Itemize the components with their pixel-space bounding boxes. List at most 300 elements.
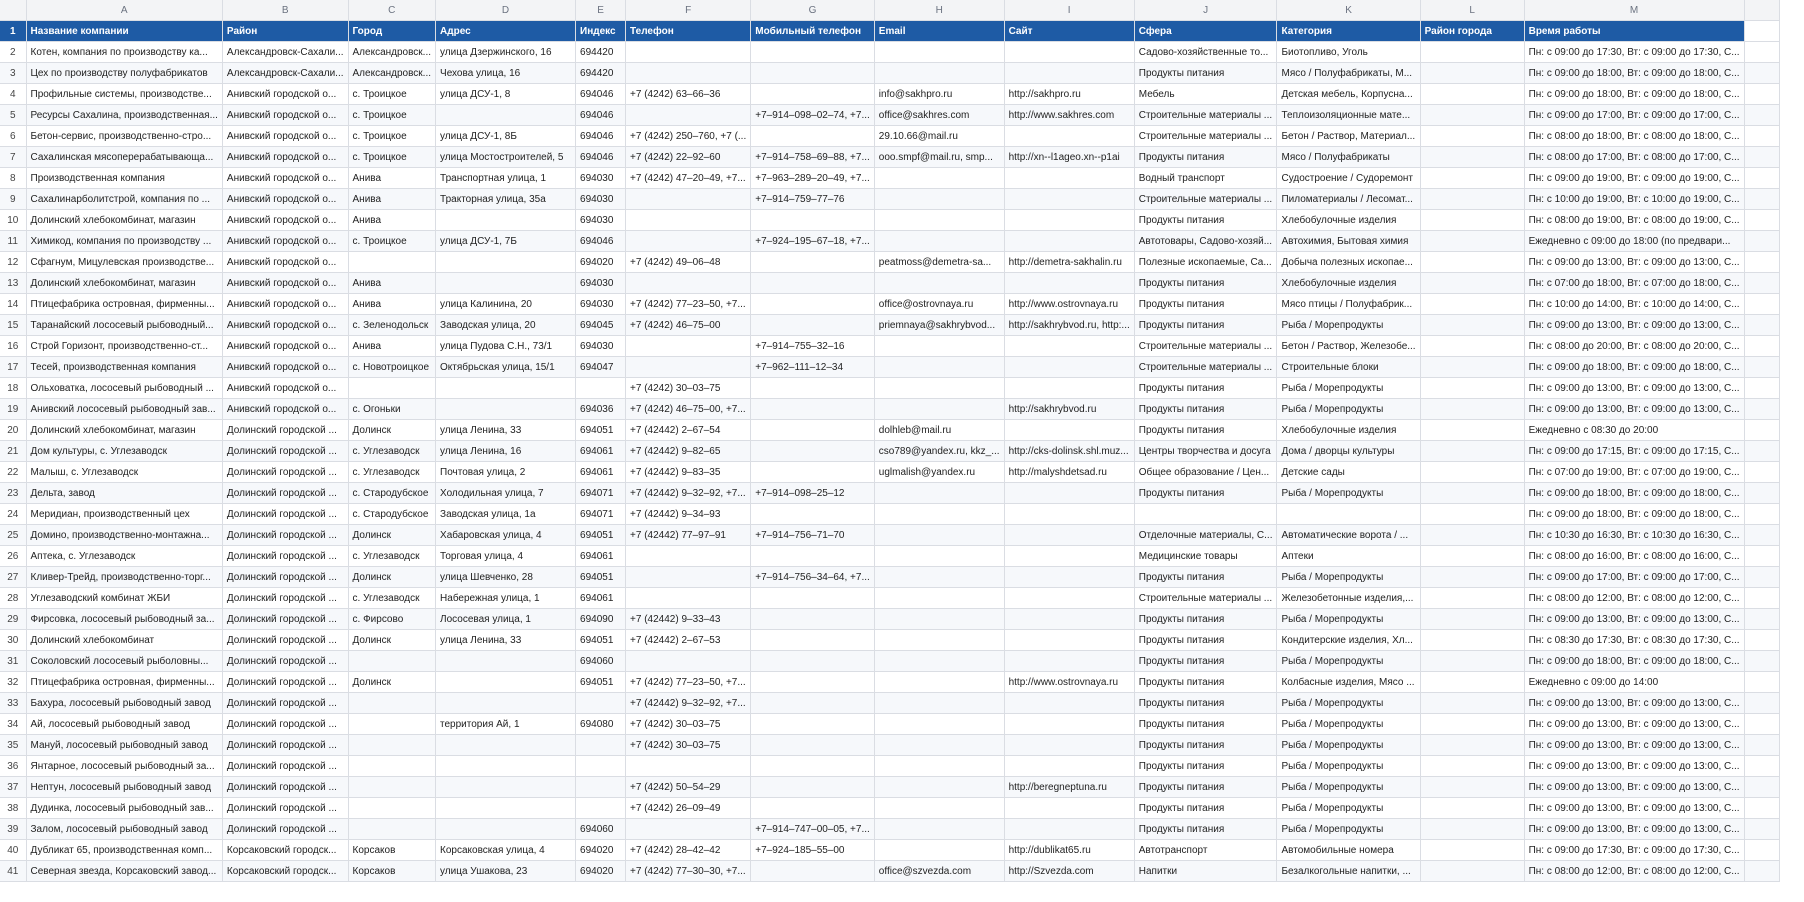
cell-a[interactable]: Углезаводский комбинат ЖБИ <box>26 588 222 609</box>
cell-m[interactable]: Пн: с 09:00 до 18:00, Вт: с 09:00 до 18:00, С... <box>1524 651 1744 672</box>
cell-d[interactable] <box>436 693 576 714</box>
cell-a[interactable]: Ольховатка, лососевый рыбоводный ... <box>26 378 222 399</box>
empty-cell[interactable] <box>1744 504 1779 525</box>
cell-m[interactable]: Пн: с 09:00 до 18:00, Вт: с 09:00 до 18:00, С... <box>1524 483 1744 504</box>
cell-d[interactable]: Торговая улица, 4 <box>436 546 576 567</box>
column-letter-e[interactable]: E <box>576 0 626 21</box>
cell-i[interactable]: http://sakhrybvod.ru, http:... <box>1004 315 1134 336</box>
row-number[interactable]: 5 <box>0 105 26 126</box>
cell-i[interactable] <box>1004 735 1134 756</box>
cell-f[interactable]: +7 (42442) 9–82–65 <box>626 441 751 462</box>
cell-c[interactable]: Анива <box>348 294 436 315</box>
cell-e[interactable] <box>576 777 626 798</box>
cell-j[interactable]: Продукты питания <box>1134 294 1277 315</box>
cell-l[interactable] <box>1420 189 1524 210</box>
cell-e[interactable]: 694030 <box>576 189 626 210</box>
cell-c[interactable]: Корсаков <box>348 840 436 861</box>
cell-j[interactable]: Продукты питания <box>1134 735 1277 756</box>
cell-e[interactable] <box>576 735 626 756</box>
cell-a[interactable]: Бетон-сервис, производственно-стро... <box>26 126 222 147</box>
cell-a[interactable]: Мануй, лососевый рыбоводный завод <box>26 735 222 756</box>
cell-l[interactable] <box>1420 567 1524 588</box>
cell-a[interactable]: Анивский лососевый рыбоводный зав... <box>26 399 222 420</box>
row-number[interactable]: 4 <box>0 84 26 105</box>
cell-e[interactable] <box>576 378 626 399</box>
cell-a[interactable]: Долинский хлебокомбинат, магазин <box>26 273 222 294</box>
cell-d[interactable] <box>436 735 576 756</box>
cell-j[interactable]: Продукты питания <box>1134 819 1277 840</box>
cell-g[interactable]: +7–914–756–71–70 <box>751 525 875 546</box>
select-all-corner[interactable] <box>0 0 26 21</box>
cell-h[interactable]: office@szvezda.com <box>874 861 1004 882</box>
cell-k[interactable]: Детская мебель, Корпусна... <box>1277 84 1420 105</box>
cell-a[interactable]: Меридиан, производственный цех <box>26 504 222 525</box>
cell-j[interactable] <box>1134 504 1277 525</box>
cell-h[interactable] <box>874 819 1004 840</box>
row-number[interactable]: 8 <box>0 168 26 189</box>
cell-e[interactable]: 694046 <box>576 84 626 105</box>
cell-d[interactable]: Набережная улица, 1 <box>436 588 576 609</box>
cell-l[interactable] <box>1420 651 1524 672</box>
cell-m[interactable]: Пн: с 08:00 до 18:00, Вт: с 08:00 до 18:00, С... <box>1524 126 1744 147</box>
cell-k[interactable]: Хлебобулочные изделия <box>1277 210 1420 231</box>
cell-f[interactable]: +7 (42442) 77–97–91 <box>626 525 751 546</box>
row-number[interactable]: 27 <box>0 567 26 588</box>
cell-m[interactable]: Пн: с 08:00 до 19:00, Вт: с 08:00 до 19:00, С... <box>1524 210 1744 231</box>
cell-l[interactable] <box>1420 315 1524 336</box>
column-letter-f[interactable]: F <box>626 0 751 21</box>
row-number[interactable]: 11 <box>0 231 26 252</box>
empty-cell[interactable] <box>1744 189 1779 210</box>
cell-l[interactable] <box>1420 861 1524 882</box>
empty-cell[interactable] <box>1744 546 1779 567</box>
cell-k[interactable]: Рыба / Морепродукты <box>1277 777 1420 798</box>
cell-k[interactable]: Рыба / Морепродукты <box>1277 693 1420 714</box>
cell-i[interactable] <box>1004 210 1134 231</box>
cell-k[interactable]: Рыба / Морепродукты <box>1277 483 1420 504</box>
row-number[interactable]: 22 <box>0 462 26 483</box>
cell-g[interactable] <box>751 861 875 882</box>
cell-d[interactable] <box>436 651 576 672</box>
cell-f[interactable] <box>626 210 751 231</box>
cell-a[interactable]: Дубликат 65, производственная комп... <box>26 840 222 861</box>
cell-k[interactable]: Рыба / Морепродукты <box>1277 798 1420 819</box>
row-number[interactable]: 15 <box>0 315 26 336</box>
row-number[interactable]: 29 <box>0 609 26 630</box>
cell-i[interactable] <box>1004 630 1134 651</box>
cell-e[interactable]: 694030 <box>576 336 626 357</box>
cell-g[interactable]: +7–914–755–32–16 <box>751 336 875 357</box>
cell-e[interactable]: 694036 <box>576 399 626 420</box>
cell-m[interactable]: Пн: с 09:00 до 13:00, Вт: с 09:00 до 13:00, С... <box>1524 378 1744 399</box>
cell-g[interactable] <box>751 630 875 651</box>
cell-j[interactable]: Продукты питания <box>1134 420 1277 441</box>
cell-k[interactable]: Дома / дворцы культуры <box>1277 441 1420 462</box>
cell-g[interactable] <box>751 504 875 525</box>
cell-a[interactable]: Котен, компания по производству ка... <box>26 42 222 63</box>
cell-j[interactable]: Продукты питания <box>1134 798 1277 819</box>
row-number[interactable]: 39 <box>0 819 26 840</box>
cell-m[interactable]: Пн: с 07:00 до 18:00, Вт: с 07:00 до 18:00, С... <box>1524 273 1744 294</box>
cell-j[interactable]: Строительные материалы ... <box>1134 588 1277 609</box>
header-cell-c[interactable]: Город <box>348 21 436 42</box>
row-number[interactable]: 34 <box>0 714 26 735</box>
cell-a[interactable]: Сахалинская мясоперерабатывающа... <box>26 147 222 168</box>
cell-f[interactable] <box>626 357 751 378</box>
cell-h[interactable] <box>874 630 1004 651</box>
cell-d[interactable]: Тракторная улица, 35а <box>436 189 576 210</box>
cell-e[interactable]: 694030 <box>576 273 626 294</box>
row-number[interactable]: 6 <box>0 126 26 147</box>
cell-l[interactable] <box>1420 546 1524 567</box>
cell-h[interactable] <box>874 651 1004 672</box>
cell-k[interactable]: Судостроение / Судоремонт <box>1277 168 1420 189</box>
cell-j[interactable]: Автотранспорт <box>1134 840 1277 861</box>
cell-b[interactable]: Анивский городской о... <box>222 315 348 336</box>
row-number[interactable]: 24 <box>0 504 26 525</box>
empty-cell[interactable] <box>1744 798 1779 819</box>
cell-m[interactable]: Ежедневно с 08:30 до 20:00 <box>1524 420 1744 441</box>
cell-c[interactable]: с. Троицкое <box>348 105 436 126</box>
cell-d[interactable]: Чехова улица, 16 <box>436 63 576 84</box>
cell-f[interactable] <box>626 63 751 84</box>
cell-i[interactable] <box>1004 504 1134 525</box>
empty-cell[interactable] <box>1744 693 1779 714</box>
cell-i[interactable]: http://cks-dolinsk.shl.muz... <box>1004 441 1134 462</box>
cell-i[interactable] <box>1004 336 1134 357</box>
cell-f[interactable]: +7 (4242) 50–54–29 <box>626 777 751 798</box>
cell-g[interactable] <box>751 777 875 798</box>
cell-b[interactable]: Долинский городской ... <box>222 546 348 567</box>
cell-j[interactable]: Продукты питания <box>1134 567 1277 588</box>
empty-cell[interactable] <box>1744 105 1779 126</box>
cell-d[interactable]: улица Шевченко, 28 <box>436 567 576 588</box>
cell-i[interactable]: http://Szvezda.com <box>1004 861 1134 882</box>
cell-g[interactable] <box>751 378 875 399</box>
cell-k[interactable]: Пиломатериалы / Лесомат... <box>1277 189 1420 210</box>
column-letter-c[interactable]: C <box>348 0 436 21</box>
cell-b[interactable]: Анивский городской о... <box>222 168 348 189</box>
cell-i[interactable] <box>1004 567 1134 588</box>
cell-m[interactable]: Пн: с 09:00 до 17:00, Вт: с 09:00 до 17:00, С... <box>1524 567 1744 588</box>
cell-i[interactable] <box>1004 693 1134 714</box>
cell-i[interactable] <box>1004 378 1134 399</box>
row-number[interactable]: 19 <box>0 399 26 420</box>
cell-k[interactable]: Рыба / Морепродукты <box>1277 315 1420 336</box>
cell-d[interactable]: улица Ленина, 33 <box>436 630 576 651</box>
cell-b[interactable]: Долинский городской ... <box>222 714 348 735</box>
cell-e[interactable]: 694046 <box>576 231 626 252</box>
cell-m[interactable]: Пн: с 08:00 до 12:00, Вт: с 08:00 до 12:00, С... <box>1524 588 1744 609</box>
cell-c[interactable]: Долинск <box>348 672 436 693</box>
cell-j[interactable]: Продукты питания <box>1134 378 1277 399</box>
cell-i[interactable]: http://www.ostrovnaya.ru <box>1004 294 1134 315</box>
cell-l[interactable] <box>1420 714 1524 735</box>
cell-l[interactable] <box>1420 357 1524 378</box>
column-letter-k[interactable]: K <box>1277 0 1420 21</box>
empty-cell[interactable] <box>1744 378 1779 399</box>
cell-b[interactable]: Анивский городской о... <box>222 210 348 231</box>
cell-d[interactable]: Корсаковская улица, 4 <box>436 840 576 861</box>
cell-a[interactable]: Долинский хлебокомбинат <box>26 630 222 651</box>
column-letter-g[interactable]: G <box>751 0 875 21</box>
cell-b[interactable]: Анивский городской о... <box>222 84 348 105</box>
cell-b[interactable]: Долинский городской ... <box>222 777 348 798</box>
cell-l[interactable] <box>1420 63 1524 84</box>
cell-l[interactable] <box>1420 504 1524 525</box>
cell-h[interactable] <box>874 168 1004 189</box>
cell-b[interactable]: Долинский городской ... <box>222 798 348 819</box>
empty-cell[interactable] <box>1744 42 1779 63</box>
cell-m[interactable]: Пн: с 08:00 до 17:00, Вт: с 08:00 до 17:00, С... <box>1524 147 1744 168</box>
cell-h[interactable] <box>874 714 1004 735</box>
cell-d[interactable] <box>436 210 576 231</box>
cell-i[interactable]: http://demetra-sakhalin.ru <box>1004 252 1134 273</box>
cell-a[interactable]: Соколовский лососевый рыболовны... <box>26 651 222 672</box>
cell-e[interactable]: 694046 <box>576 105 626 126</box>
row-number[interactable]: 25 <box>0 525 26 546</box>
cell-i[interactable]: http://sakhpro.ru <box>1004 84 1134 105</box>
cell-k[interactable]: Рыба / Морепродукты <box>1277 714 1420 735</box>
cell-g[interactable] <box>751 672 875 693</box>
cell-f[interactable]: +7 (42442) 9–83–35 <box>626 462 751 483</box>
cell-f[interactable] <box>626 546 751 567</box>
cell-b[interactable]: Анивский городской о... <box>222 189 348 210</box>
cell-f[interactable] <box>626 105 751 126</box>
cell-l[interactable] <box>1420 525 1524 546</box>
cell-j[interactable]: Строительные материалы ... <box>1134 126 1277 147</box>
cell-j[interactable]: Водный транспорт <box>1134 168 1277 189</box>
cell-c[interactable] <box>348 693 436 714</box>
cell-l[interactable] <box>1420 231 1524 252</box>
cell-h[interactable] <box>874 504 1004 525</box>
row-number[interactable]: 1 <box>0 21 26 42</box>
row-number[interactable]: 9 <box>0 189 26 210</box>
cell-c[interactable] <box>348 735 436 756</box>
empty-cell[interactable] <box>1744 168 1779 189</box>
cell-b[interactable]: Долинский городской ... <box>222 588 348 609</box>
row-number[interactable]: 18 <box>0 378 26 399</box>
cell-e[interactable]: 694046 <box>576 126 626 147</box>
cell-l[interactable] <box>1420 735 1524 756</box>
cell-c[interactable]: Александровск... <box>348 63 436 84</box>
cell-e[interactable]: 694061 <box>576 546 626 567</box>
cell-f[interactable]: +7 (4242) 77–23–50, +7... <box>626 294 751 315</box>
cell-e[interactable]: 694051 <box>576 567 626 588</box>
cell-b[interactable]: Долинский городской ... <box>222 735 348 756</box>
cell-k[interactable]: Теплоизоляционные мате... <box>1277 105 1420 126</box>
cell-k[interactable]: Мясо птицы / Полуфабрик... <box>1277 294 1420 315</box>
empty-cell[interactable] <box>1744 777 1779 798</box>
cell-j[interactable]: Продукты питания <box>1134 651 1277 672</box>
empty-cell[interactable] <box>1744 819 1779 840</box>
cell-c[interactable]: с. Углезаводск <box>348 441 436 462</box>
cell-g[interactable]: +7–924–195–67–18, +7... <box>751 231 875 252</box>
cell-l[interactable] <box>1420 483 1524 504</box>
cell-i[interactable] <box>1004 651 1134 672</box>
cell-g[interactable] <box>751 441 875 462</box>
cell-e[interactable]: 694020 <box>576 252 626 273</box>
row-number[interactable]: 33 <box>0 693 26 714</box>
cell-m[interactable]: Пн: с 09:00 до 13:00, Вт: с 09:00 до 13:00, С... <box>1524 798 1744 819</box>
cell-c[interactable] <box>348 798 436 819</box>
cell-d[interactable]: Октябрьская улица, 15/1 <box>436 357 576 378</box>
cell-m[interactable]: Пн: с 10:30 до 16:30, Вт: с 10:30 до 16:30, С... <box>1524 525 1744 546</box>
cell-a[interactable]: Профильные системы, производстве... <box>26 84 222 105</box>
cell-a[interactable]: Химикод, компания по производству ... <box>26 231 222 252</box>
row-number[interactable]: 7 <box>0 147 26 168</box>
cell-k[interactable]: Рыба / Морепродукты <box>1277 399 1420 420</box>
cell-e[interactable]: 694420 <box>576 42 626 63</box>
empty-cell[interactable] <box>1744 462 1779 483</box>
cell-k[interactable]: Железобетонные изделия,... <box>1277 588 1420 609</box>
cell-i[interactable] <box>1004 756 1134 777</box>
cell-e[interactable]: 694090 <box>576 609 626 630</box>
cell-c[interactable]: Долинск <box>348 630 436 651</box>
cell-f[interactable]: +7 (42442) 2–67–54 <box>626 420 751 441</box>
column-letter-l[interactable]: L <box>1420 0 1524 21</box>
cell-m[interactable]: Пн: с 09:00 до 13:00, Вт: с 09:00 до 13:00, С... <box>1524 252 1744 273</box>
cell-c[interactable]: Анива <box>348 168 436 189</box>
cell-e[interactable] <box>576 756 626 777</box>
cell-d[interactable] <box>436 378 576 399</box>
cell-j[interactable]: Продукты питания <box>1134 399 1277 420</box>
cell-k[interactable]: Рыба / Морепродукты <box>1277 735 1420 756</box>
cell-m[interactable]: Пн: с 09:00 до 17:30, Вт: с 09:00 до 17:30, С... <box>1524 840 1744 861</box>
cell-g[interactable] <box>751 126 875 147</box>
cell-g[interactable] <box>751 609 875 630</box>
header-cell-g[interactable]: Мобильный телефон <box>751 21 875 42</box>
cell-d[interactable] <box>436 777 576 798</box>
cell-l[interactable] <box>1420 273 1524 294</box>
empty-cell[interactable] <box>1744 252 1779 273</box>
empty-cell[interactable] <box>1744 525 1779 546</box>
cell-k[interactable]: Рыба / Морепродукты <box>1277 378 1420 399</box>
cell-h[interactable] <box>874 588 1004 609</box>
cell-h[interactable] <box>874 693 1004 714</box>
cell-j[interactable]: Строительные материалы ... <box>1134 189 1277 210</box>
column-letter-a[interactable]: A <box>26 0 222 21</box>
cell-d[interactable]: улица Ушакова, 23 <box>436 861 576 882</box>
cell-k[interactable]: Рыба / Морепродукты <box>1277 756 1420 777</box>
row-number[interactable]: 31 <box>0 651 26 672</box>
cell-e[interactable]: 694080 <box>576 714 626 735</box>
cell-k[interactable]: Колбасные изделия, Мясо ... <box>1277 672 1420 693</box>
cell-h[interactable] <box>874 777 1004 798</box>
cell-d[interactable]: улица ДСУ-1, 7Б <box>436 231 576 252</box>
cell-d[interactable]: Лососевая улица, 1 <box>436 609 576 630</box>
cell-b[interactable]: Александровск-Сахали... <box>222 42 348 63</box>
cell-a[interactable]: Птицефабрика островная, фирменны... <box>26 672 222 693</box>
cell-a[interactable]: Домино, производственно-монтажна... <box>26 525 222 546</box>
cell-m[interactable]: Пн: с 09:00 до 13:00, Вт: с 09:00 до 13:00, С... <box>1524 714 1744 735</box>
empty-cell[interactable] <box>1744 399 1779 420</box>
cell-c[interactable] <box>348 819 436 840</box>
cell-l[interactable] <box>1420 609 1524 630</box>
cell-h[interactable]: ooo.smpf@mail.ru, smp... <box>874 147 1004 168</box>
cell-f[interactable]: +7 (4242) 77–30–30, +7... <box>626 861 751 882</box>
empty-cell[interactable] <box>1744 357 1779 378</box>
cell-b[interactable]: Долинский городской ... <box>222 819 348 840</box>
cell-g[interactable] <box>751 588 875 609</box>
cell-k[interactable]: Хлебобулочные изделия <box>1277 273 1420 294</box>
empty-cell[interactable] <box>1744 231 1779 252</box>
cell-h[interactable] <box>874 546 1004 567</box>
cell-f[interactable]: +7 (4242) 49–06–48 <box>626 252 751 273</box>
cell-l[interactable] <box>1420 630 1524 651</box>
cell-e[interactable]: 694030 <box>576 294 626 315</box>
cell-a[interactable]: Малыш, с. Углезаводск <box>26 462 222 483</box>
cell-f[interactable] <box>626 651 751 672</box>
cell-m[interactable]: Пн: с 09:00 до 13:00, Вт: с 09:00 до 13:00, С... <box>1524 756 1744 777</box>
cell-h[interactable] <box>874 336 1004 357</box>
cell-k[interactable]: Добыча полезных ископае... <box>1277 252 1420 273</box>
cell-k[interactable]: Рыба / Морепродукты <box>1277 567 1420 588</box>
column-letter-m[interactable]: M <box>1524 0 1744 21</box>
cell-m[interactable]: Пн: с 09:00 до 18:00, Вт: с 09:00 до 18:00, С... <box>1524 357 1744 378</box>
cell-i[interactable] <box>1004 546 1134 567</box>
cell-k[interactable]: Биотопливо, Уголь <box>1277 42 1420 63</box>
cell-l[interactable] <box>1420 798 1524 819</box>
cell-l[interactable] <box>1420 84 1524 105</box>
cell-a[interactable]: Сфагнум, Мицулевская производстве... <box>26 252 222 273</box>
cell-c[interactable]: с. Углезаводск <box>348 546 436 567</box>
cell-d[interactable] <box>436 399 576 420</box>
cell-i[interactable]: http://dublikat65.ru <box>1004 840 1134 861</box>
cell-d[interactable]: улица Ленина, 16 <box>436 441 576 462</box>
column-letter-i[interactable]: I <box>1004 0 1134 21</box>
cell-j[interactable]: Продукты питания <box>1134 315 1277 336</box>
row-number[interactable]: 16 <box>0 336 26 357</box>
cell-l[interactable] <box>1420 756 1524 777</box>
cell-m[interactable]: Пн: с 07:00 до 19:00, Вт: с 07:00 до 19:00, С... <box>1524 462 1744 483</box>
cell-c[interactable] <box>348 378 436 399</box>
empty-cell[interactable] <box>1744 315 1779 336</box>
cell-a[interactable]: Ресурсы Сахалина, производственная... <box>26 105 222 126</box>
empty-cell[interactable] <box>1744 336 1779 357</box>
cell-j[interactable]: Медицинские товары <box>1134 546 1277 567</box>
cell-f[interactable]: +7 (42442) 9–33–43 <box>626 609 751 630</box>
column-letter-h[interactable]: H <box>874 0 1004 21</box>
cell-b[interactable]: Анивский городской о... <box>222 399 348 420</box>
cell-h[interactable] <box>874 399 1004 420</box>
cell-f[interactable]: +7 (4242) 63–66–36 <box>626 84 751 105</box>
cell-a[interactable]: Тесей, производственная компания <box>26 357 222 378</box>
cell-f[interactable]: +7 (42442) 2–67–53 <box>626 630 751 651</box>
empty-cell[interactable] <box>1744 483 1779 504</box>
cell-k[interactable]: Детские сады <box>1277 462 1420 483</box>
cell-a[interactable]: Кливер-Трейд, производственно-торг... <box>26 567 222 588</box>
cell-m[interactable]: Пн: с 09:00 до 17:00, Вт: с 09:00 до 17:00, С... <box>1524 105 1744 126</box>
cell-g[interactable] <box>751 252 875 273</box>
cell-e[interactable]: 694061 <box>576 462 626 483</box>
cell-l[interactable] <box>1420 588 1524 609</box>
cell-i[interactable] <box>1004 63 1134 84</box>
cell-h[interactable]: info@sakhpro.ru <box>874 84 1004 105</box>
cell-h[interactable]: 29.10.66@mail.ru <box>874 126 1004 147</box>
cell-f[interactable]: +7 (4242) 47–20–49, +7... <box>626 168 751 189</box>
cell-j[interactable]: Автотовары, Садово-хозяй... <box>1134 231 1277 252</box>
cell-k[interactable]: Бетон / Раствор, Материал... <box>1277 126 1420 147</box>
cell-l[interactable] <box>1420 168 1524 189</box>
cell-l[interactable] <box>1420 252 1524 273</box>
cell-h[interactable] <box>874 63 1004 84</box>
cell-j[interactable]: Напитки <box>1134 861 1277 882</box>
cell-g[interactable]: +7–914–756–34–64, +7... <box>751 567 875 588</box>
cell-j[interactable]: Общее образование / Цен... <box>1134 462 1277 483</box>
cell-b[interactable]: Анивский городской о... <box>222 105 348 126</box>
cell-b[interactable]: Долинский городской ... <box>222 441 348 462</box>
